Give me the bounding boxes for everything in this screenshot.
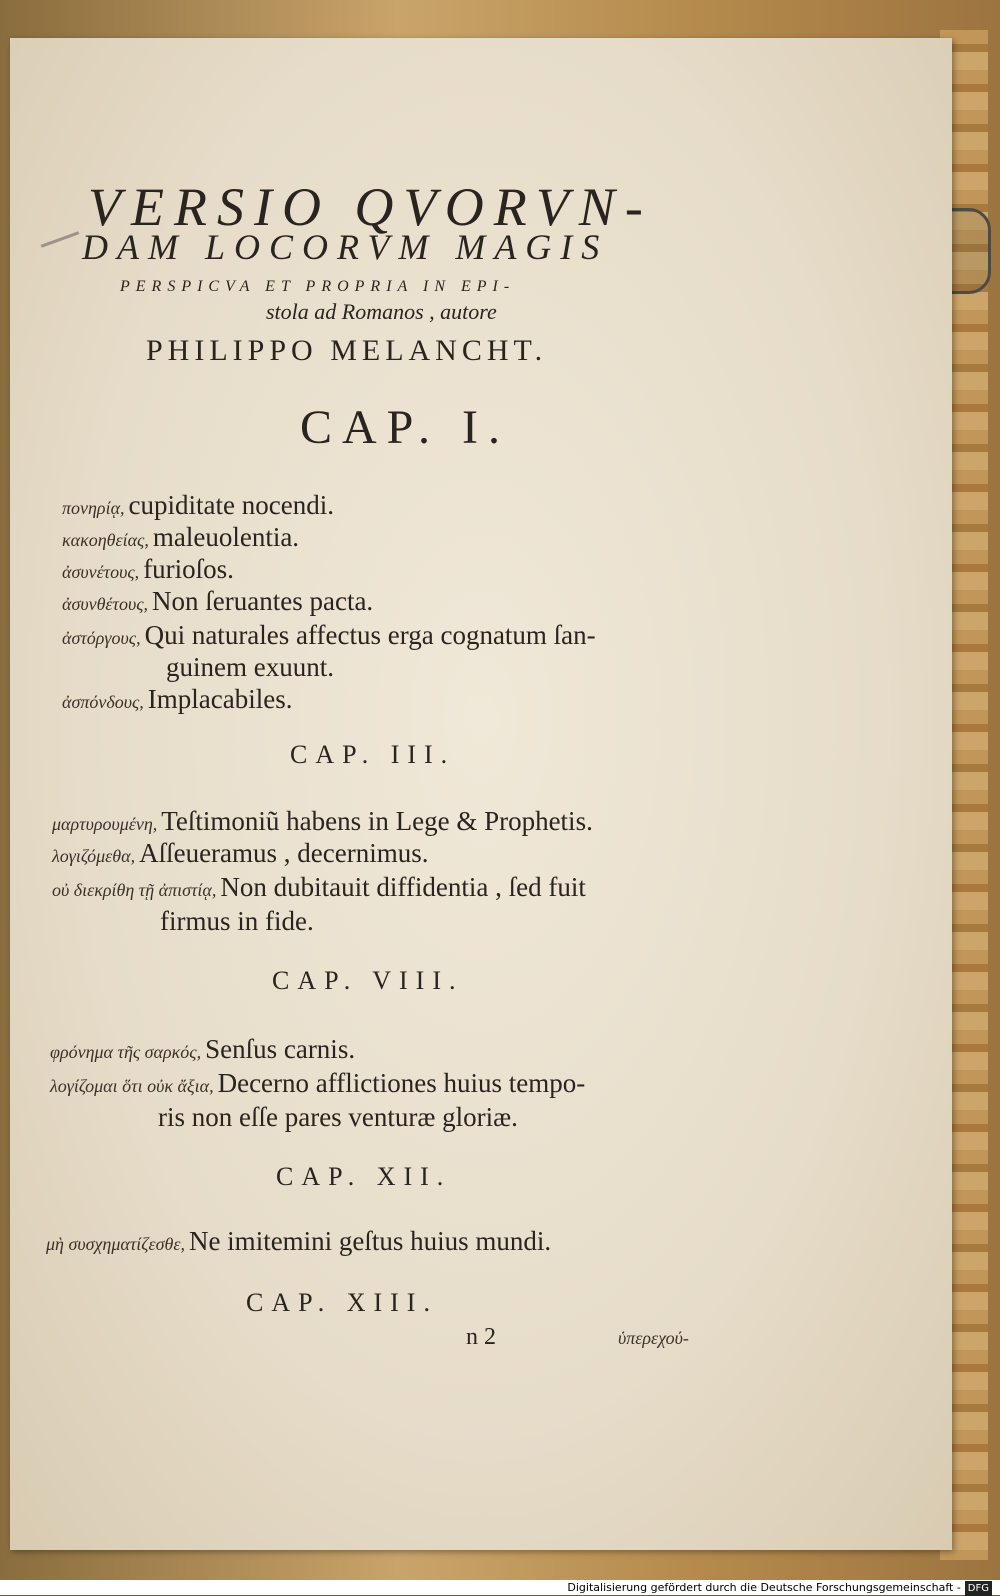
latin-gloss: Aſſeueramus , decernimus. xyxy=(139,838,429,868)
chapter-heading: CAP. I. xyxy=(300,401,511,454)
latin-gloss: ris non eſſe pares venturæ gloriæ. xyxy=(158,1102,518,1132)
entry-continuation xyxy=(158,1102,518,1133)
latin-gloss: guinem exuunt. xyxy=(166,652,334,682)
footer-credit xyxy=(567,1580,992,1596)
latin-gloss: Senſus carnis. xyxy=(205,1034,356,1064)
entry-row xyxy=(62,684,292,715)
greek-term: μὴ συσχηματίζεσθε, xyxy=(46,1234,185,1254)
greek-term: ἀσπόνδους, xyxy=(62,692,144,712)
entry-row xyxy=(62,554,234,585)
entry-continuation xyxy=(166,652,334,683)
chapter-heading: CAP. III. xyxy=(290,740,456,769)
latin-gloss: Non dubitauit diffidentia , ſed fuit xyxy=(220,872,586,902)
latin-gloss: Non ſeruantes pacta. xyxy=(152,586,374,616)
latin-gloss: Ne imitemini geſtus huius mundi. xyxy=(188,1226,552,1256)
dfg-logo: DFG xyxy=(965,1581,992,1596)
latin-gloss: cupiditate nocendi. xyxy=(128,490,334,520)
chapter-heading: CAP. XII. xyxy=(276,1162,452,1191)
entry-row xyxy=(52,838,428,869)
latin-gloss: furioſos. xyxy=(143,554,234,584)
chapter-heading: CAP. XIII. xyxy=(246,1288,438,1317)
greek-term: ἀσυνέτους, xyxy=(62,562,140,582)
greek-term: μαρτυρουμένη, xyxy=(52,814,158,834)
author-line: PHILIPPO MELANCHT. xyxy=(146,334,548,367)
latin-gloss: Decerno afflictiones huius tempo- xyxy=(217,1068,586,1098)
signature-mark: n 2 xyxy=(466,1324,496,1350)
greek-term: οὐ διεκρίθη τῇ ἀπιστίᾳ, xyxy=(52,880,217,900)
book-page xyxy=(10,38,952,1550)
entry-row xyxy=(52,872,586,903)
latin-gloss: firmus in fide. xyxy=(160,906,314,936)
title-line-2: DAM LOCORVM MAGIS xyxy=(82,227,609,267)
footer-text: Digitalisierung gefördert durch die Deutsche Forschungsgemeinschaft - xyxy=(567,1581,961,1594)
greek-term: ἀσυνθέτους, xyxy=(62,594,149,614)
entry-row xyxy=(62,586,373,617)
catchword: ὑπερεχού- xyxy=(618,1328,689,1348)
entry-continuation xyxy=(160,906,314,937)
entry-row xyxy=(62,620,596,651)
entry-row xyxy=(46,1226,551,1257)
greek-term: λογίζομαι ὅτι οὐκ ἄξια, xyxy=(50,1076,214,1096)
greek-term: πονηρίᾳ, xyxy=(62,498,125,518)
latin-gloss: Teſtimoniũ habens in Lege & Prophetis. xyxy=(161,806,593,836)
margin-mark xyxy=(41,231,80,247)
greek-term: κακοηθείας, xyxy=(62,530,149,550)
latin-gloss: Implacabiles. xyxy=(147,684,293,714)
greek-term: λογιζόμεθα, xyxy=(52,846,136,866)
entry-row xyxy=(62,522,299,553)
chapter-heading: CAP. VIII. xyxy=(272,966,464,995)
entry-row xyxy=(62,490,334,521)
entry-row xyxy=(50,1034,355,1065)
title-line-1: VERSIO QVORVN- xyxy=(88,177,653,237)
title-line-3: PERSPICVA ET PROPRIA IN EPI- xyxy=(120,278,516,295)
latin-gloss: maleuolentia. xyxy=(152,522,300,552)
entry-row xyxy=(50,1068,585,1099)
latin-gloss: Qui naturales affectus erga cognatum ſan- xyxy=(144,620,596,650)
entry-row xyxy=(52,806,593,837)
title-line-4: stola ad Romanos , autore xyxy=(266,299,497,324)
greek-term: ἀστόργους, xyxy=(62,628,141,648)
greek-term: φρόνημα τῆς σαρκός, xyxy=(50,1042,202,1062)
footer-bar xyxy=(0,1580,1000,1595)
